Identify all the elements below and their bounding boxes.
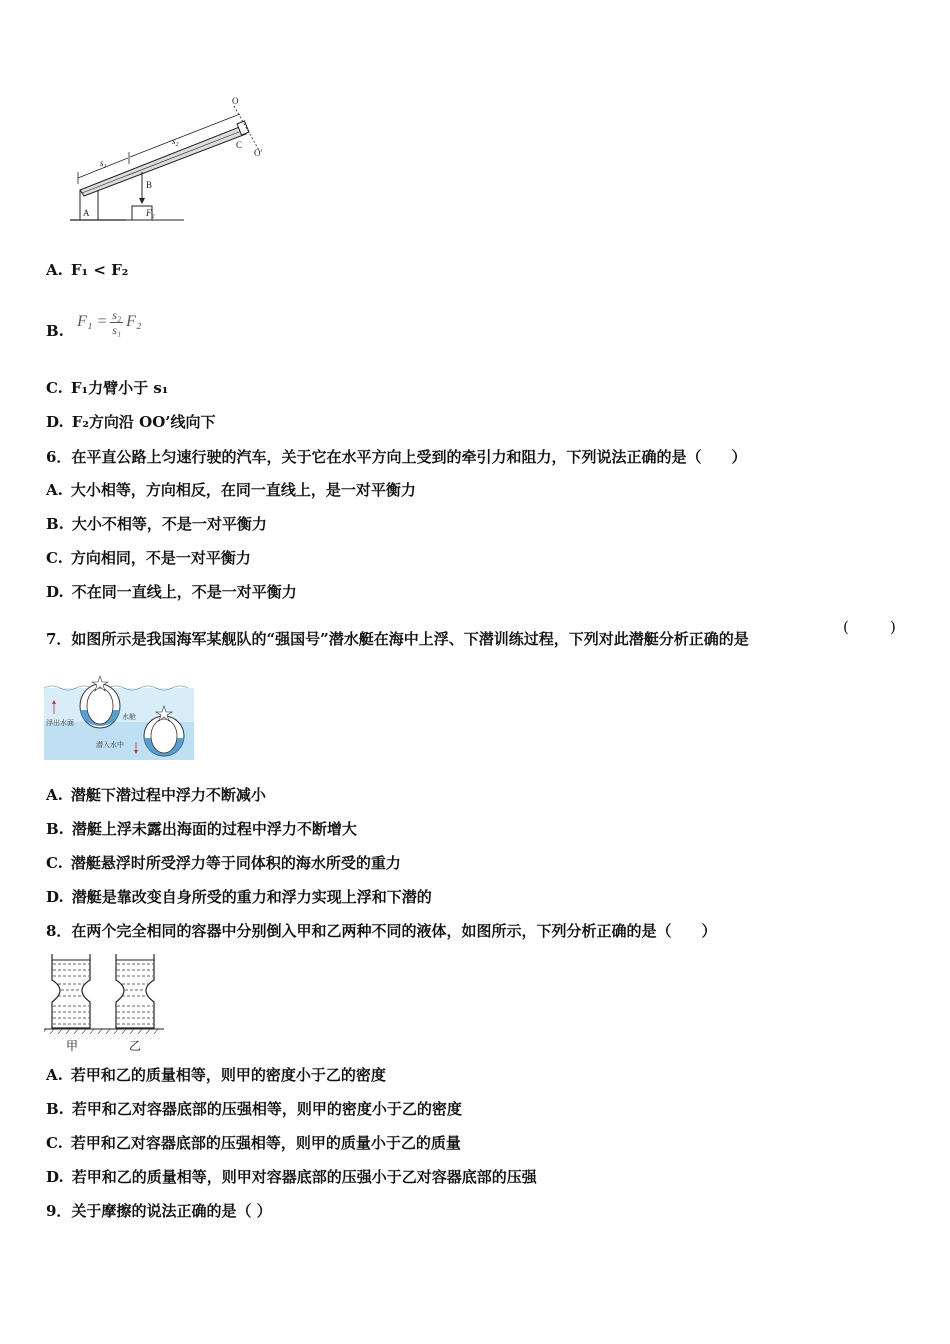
q6-option-b: B. 大小不相等，不是一对平衡力 xyxy=(46,515,267,533)
q8-option-c: C. 若甲和乙对容器底部的压强相等，则甲的质量小于乙的质量 xyxy=(46,1134,461,1152)
q9-stem: 9．关于摩擦的说法正确的是（ ） xyxy=(46,1202,272,1220)
label-s1: $s_1$ xyxy=(100,158,107,170)
label-b: B xyxy=(146,180,153,190)
label-jia: 甲 xyxy=(66,1039,79,1053)
option-label: C. xyxy=(46,379,63,397)
label-f2: $F_2$ xyxy=(146,208,155,220)
option-label: D. xyxy=(46,413,64,431)
container-right xyxy=(116,954,154,1028)
option-text: F₂方向沿 OO’线向下 xyxy=(71,413,216,431)
label-float: 浮出水面 xyxy=(46,719,74,727)
label-o-prime: O' xyxy=(254,148,263,158)
option-text: F₁力臂小于 s₁ xyxy=(70,379,169,397)
label-water-cabin: 水舱 xyxy=(122,713,136,721)
q5-option-a xyxy=(46,260,128,280)
label-o: O xyxy=(232,96,239,106)
q7-stem: 7．如图所示是我国海军某舰队的“强国号”潜水艇在海中上浮、下潜训练过程，下列对此潜艇分析正确的是 xyxy=(46,630,749,648)
label-yi: 乙 xyxy=(129,1039,142,1053)
formula: F₁ = $\frac{\text{s₂}}{\text{s₁}}$ F₂ xyxy=(77,308,142,337)
containers-figure xyxy=(44,950,168,1056)
q7-option-d: D. 潜艇是靠改变自身所受的重力和浮力实现上浮和下潜的 xyxy=(46,888,432,906)
option-label: A. xyxy=(46,261,63,279)
q5-option-c xyxy=(46,378,168,398)
q8-stem: 8．在两个完全相同的容器中分别倒入甲和乙两种不同的液体，如图所示，下列分析正确的是（ ） xyxy=(46,922,717,940)
container-left xyxy=(52,954,90,1028)
q6-option-d: D. 不在同一直线上，不是一对平衡力 xyxy=(46,583,297,601)
option-text: F₁ < F₂ xyxy=(70,261,129,279)
submarine-figure xyxy=(44,672,196,762)
label-dive: 潜入水中 xyxy=(96,741,124,749)
lever-bar xyxy=(80,126,246,196)
q5-option-d xyxy=(46,412,216,432)
q7-paren-left: ( xyxy=(843,618,849,636)
label-c: C xyxy=(236,140,243,150)
label-a: A xyxy=(83,208,90,218)
q6-stem: 6．在平直公路上匀速行驶的汽车，关于它在水平方向上受到的牵引力和阻力，下列说法正确的是（ ） xyxy=(46,448,747,466)
q8-option-a: A. 若甲和乙的质量相等，则甲的密度小于乙的密度 xyxy=(46,1066,386,1084)
label-s2: $s_2$ xyxy=(172,136,179,148)
q7-option-b: B. 潜艇上浮未露出海面的过程中浮力不断增大 xyxy=(46,820,357,838)
option-label: B. xyxy=(46,322,64,341)
q8-option-b: B. 若甲和乙对容器底部的压强相等，则甲的密度小于乙的密度 xyxy=(46,1100,462,1118)
q6-option-a: A. 大小相等，方向相反，在同一直线上，是一对平衡力 xyxy=(46,481,416,499)
q5-option-b xyxy=(46,308,142,347)
q7-paren-right: ) xyxy=(890,618,896,636)
submarine-surfaced xyxy=(80,676,120,728)
q6-option-c: C. 方向相同，不是一对平衡力 xyxy=(46,549,251,567)
q8-option-d: D. 若甲和乙的质量相等，则甲对容器底部的压强小于乙对容器底部的压强 xyxy=(46,1168,537,1186)
lever-figure xyxy=(66,92,276,227)
q7-option-c: C. 潜艇悬浮时所受浮力等于同体积的海水所受的重力 xyxy=(46,854,401,872)
q7-option-a: A. 潜艇下潜过程中浮力不断减小 xyxy=(46,786,266,804)
